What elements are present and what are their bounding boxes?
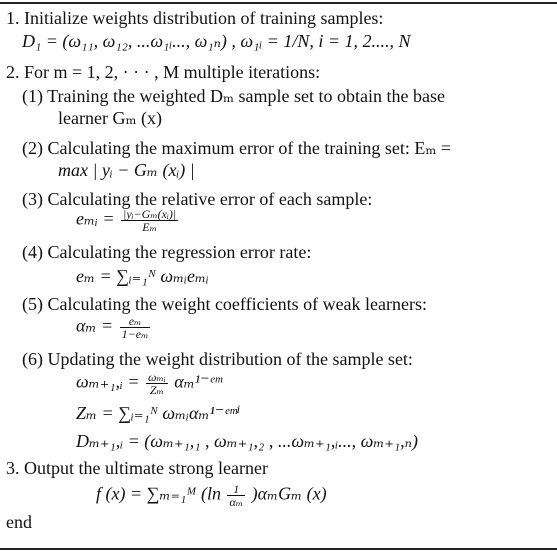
substep-3-denominator: Eₘ bbox=[142, 220, 157, 234]
step-1-label: 1. Initialize weights distribution of training samples: bbox=[6, 8, 384, 28]
step-1-formula: D₁ = (ω₁₁, ω₁₂, ...ω₁ᵢ..., ω₁ₙ) , ω₁ᵢ = 1/N, i = 1, 2...., N bbox=[22, 31, 411, 51]
step-3-rhs: )αₘGₘ (x) bbox=[251, 483, 327, 504]
substep-6-rhs: αₘ¹⁻ᵉᵐ bbox=[174, 371, 222, 392]
substep-5-numerator: eₘ bbox=[120, 315, 151, 328]
step-3-fraction bbox=[227, 483, 245, 508]
substep-4-formula: eₘ = ∑ᵢ₌₁ᴺ ωₘᵢeₘᵢ bbox=[76, 266, 209, 286]
substep-6-line1: (6) Updating the weight distribution of the sample set: bbox=[22, 349, 413, 369]
substep-5-line1: (5) Calculating the weight coefficients of weak learners: bbox=[22, 294, 428, 314]
substep-5-formula bbox=[76, 315, 152, 340]
substep-5-fraction bbox=[120, 315, 151, 340]
step-3-lhs: f (x) = ∑ₘ₌₁ᴹ (ln bbox=[96, 483, 221, 504]
step-3-label: 3. Output the ultimate strong learner bbox=[6, 458, 268, 478]
substep-3-fraction bbox=[121, 208, 178, 233]
step-3-denominator: αₘ bbox=[229, 495, 244, 509]
step-3-formula bbox=[96, 483, 327, 508]
substep-3-formula bbox=[76, 208, 180, 233]
bottom-rule bbox=[0, 548, 557, 550]
substep-3-numerator: |yᵢ−Gₘ(xᵢ)| bbox=[123, 207, 177, 221]
top-rule bbox=[0, 2, 557, 4]
substep-3-line1: (3) Calculating the relative error of each sample: bbox=[22, 189, 373, 209]
substep-2-line2: max | yᵢ − Gₘ (xᵢ) | bbox=[58, 160, 195, 180]
substep-6-formula-a bbox=[76, 371, 222, 396]
step-2-label: 2. For m = 1, 2, · · · , M multiple iterations: bbox=[6, 62, 321, 82]
end-label: end bbox=[6, 512, 32, 532]
substep-6-denominator: Zₘ bbox=[149, 383, 164, 397]
substep-6-numerator: ωₘᵢ bbox=[148, 370, 166, 384]
substep-5-denominator: 1−eₘ bbox=[121, 327, 149, 341]
substep-3-lhs: eₘᵢ = bbox=[76, 208, 115, 229]
substep-1-line1: (1) Training the weighted Dₘ sample set to obtain the base bbox=[22, 86, 445, 106]
substep-1-line2: learner Gₘ (x) bbox=[58, 108, 162, 128]
substep-6-fraction bbox=[146, 371, 168, 396]
step-3-numerator: 1 bbox=[227, 483, 245, 496]
substep-6-lhs: ωₘ₊₁,ᵢ = bbox=[76, 371, 140, 392]
substep-6-formula-b: Zₘ = ∑ᵢ₌₁ᴺ ωₘᵢαₘ¹⁻ᵉᵐⁱ bbox=[76, 403, 241, 423]
substep-5-lhs: αₘ = bbox=[76, 315, 114, 336]
substep-6-formula-c: Dₘ₊₁,ᵢ = (ωₘ₊₁,₁ , ωₘ₊₁,₂ , ...ωₘ₊₁,ᵢ..., ωₘ₊₁,ₙ) bbox=[76, 431, 418, 451]
substep-4-line1: (4) Calculating the regression error rate: bbox=[22, 242, 312, 262]
substep-2-line1: (2) Calculating the maximum error of the training set: Eₘ = bbox=[22, 138, 452, 158]
